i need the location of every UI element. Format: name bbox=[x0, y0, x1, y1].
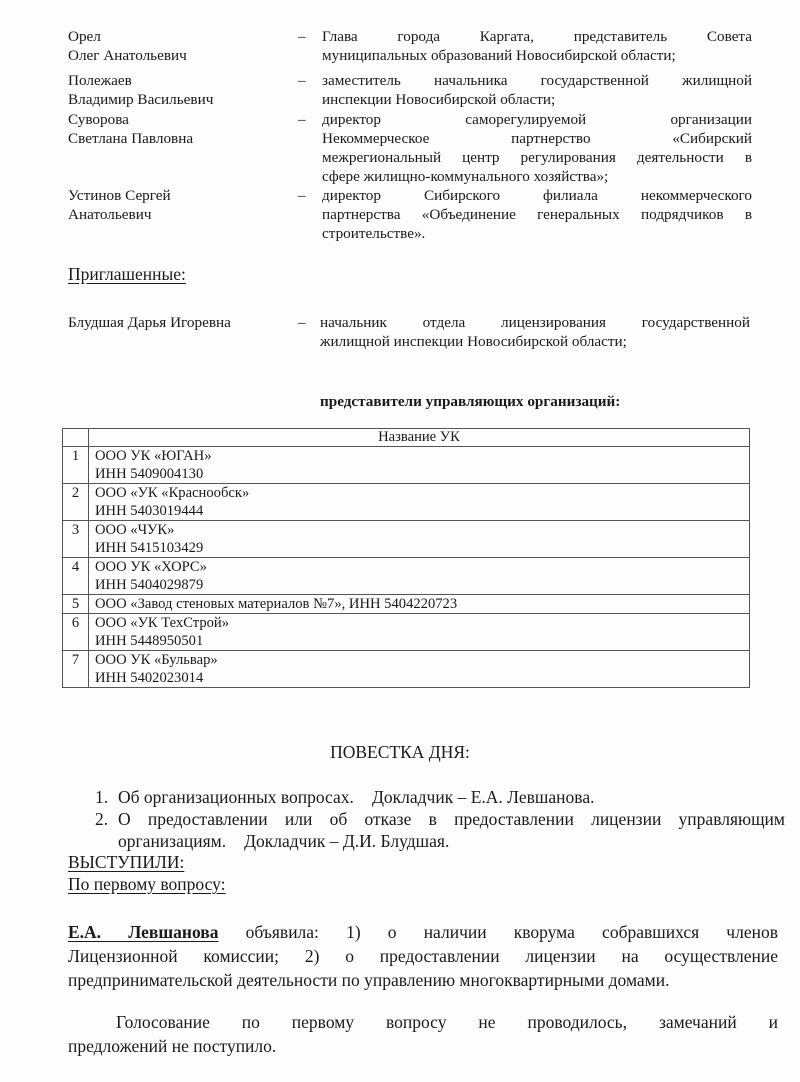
invited-description bbox=[320, 313, 750, 351]
row-num: 5 bbox=[63, 595, 89, 614]
uk-name: ООО «Завод стеновых материалов №7», ИНН 5404220723 bbox=[95, 596, 458, 612]
desc-line: муниципальных образований Новосибирской области; bbox=[322, 47, 676, 64]
statement-paragraph bbox=[68, 920, 778, 992]
row-num: 2 bbox=[63, 484, 89, 521]
uk-inn: ИНН 5409004130 bbox=[95, 466, 204, 482]
member-name bbox=[68, 110, 288, 148]
statement-line: предпринимательской деятельности по управлению многоквартирными домами. bbox=[68, 970, 670, 990]
dash: – bbox=[298, 187, 306, 204]
dash: – bbox=[298, 28, 306, 45]
table-row bbox=[63, 521, 750, 558]
row-uk bbox=[89, 521, 750, 558]
desc-line: жилищной инспекции Новосибирской области; bbox=[320, 333, 627, 350]
row-uk bbox=[89, 614, 750, 651]
desc-line: начальник отдела лицензирования государственной bbox=[320, 314, 750, 331]
desc-line: партнерства «Объединение генеральных подрядчиков в bbox=[322, 206, 752, 223]
uk-inn: ИНН 5404029879 bbox=[95, 577, 204, 593]
row-num: 6 bbox=[63, 614, 89, 651]
vote-paragraph bbox=[68, 1010, 778, 1058]
statement-text: объявила: 1) о наличии кворума собравшихся членов bbox=[218, 922, 778, 942]
statement-line: Лицензионной комиссии; 2) о предоставлении лицензии на осуществление bbox=[68, 946, 778, 966]
dash: – bbox=[298, 314, 306, 331]
uk-name: ООО «УК ТехСтрой» bbox=[95, 615, 230, 631]
row-uk bbox=[89, 595, 750, 614]
first-question-heading: По первому вопросу: bbox=[68, 874, 226, 894]
agenda-item bbox=[95, 808, 785, 852]
agenda-item-speaker: Докладчик – Е.А. Левшанова. bbox=[371, 787, 595, 807]
dash: – bbox=[298, 72, 306, 89]
member-description bbox=[322, 71, 752, 109]
desc-line: сфере жилищно-коммунального хозяйства»; bbox=[322, 168, 609, 185]
agenda-list bbox=[95, 786, 785, 852]
desc-line: инспекции Новосибирской области; bbox=[322, 91, 556, 108]
member-surname: Орел bbox=[68, 28, 101, 45]
row-num: 1 bbox=[63, 447, 89, 484]
agenda-item-text: О предоставлении или об отказе в предоставлении лицензии управляющим bbox=[118, 809, 785, 829]
uk-inn: ИНН 5402023014 bbox=[95, 670, 204, 686]
member-name bbox=[68, 27, 288, 65]
member-name bbox=[68, 186, 288, 224]
uk-inn: ИНН 5415103429 bbox=[95, 540, 204, 556]
uk-inn: ИНН 5403019444 bbox=[95, 503, 204, 519]
vote-line: предложений не поступило. bbox=[68, 1036, 277, 1056]
table-row bbox=[63, 484, 750, 521]
desc-line: Некоммерческое партнерство «Сибирский bbox=[322, 130, 752, 147]
statement-line bbox=[68, 920, 778, 944]
table-row bbox=[63, 614, 750, 651]
table-row bbox=[63, 447, 750, 484]
row-num: 4 bbox=[63, 558, 89, 595]
member-given-names: Анатольевич bbox=[68, 206, 152, 223]
invited-heading: Приглашенные: bbox=[68, 264, 186, 284]
row-num: 3 bbox=[63, 521, 89, 558]
desc-line: директор Сибирского филиала некоммерческого bbox=[322, 187, 752, 204]
desc-line: Глава города Каргата, представитель Совета bbox=[322, 28, 752, 45]
row-num: 7 bbox=[63, 651, 89, 688]
member-given-names: Светлана Павловна bbox=[68, 130, 194, 147]
agenda-item-speaker: Докладчик – Д.И. Блудшая. bbox=[244, 831, 450, 851]
uk-name: ООО УК «Бульвар» bbox=[95, 652, 218, 668]
uk-name: ООО «УК «Краснообск» bbox=[95, 485, 250, 501]
uk-name: ООО УК «ХОРС» bbox=[95, 559, 207, 575]
desc-line: строительстве». bbox=[322, 225, 426, 242]
member-given-names: Олег Анатольевич bbox=[68, 47, 187, 64]
uk-name: ООО УК «ЮГАН» bbox=[95, 448, 212, 464]
row-uk bbox=[89, 484, 750, 521]
table-header-row bbox=[63, 429, 750, 447]
agenda-item bbox=[95, 786, 785, 808]
agenda-item-text: Об организационных вопросах. bbox=[118, 787, 354, 807]
desc-line: межрегиональный центр регулирования деятельности в bbox=[322, 149, 752, 166]
agenda-item-number: 1. bbox=[95, 787, 109, 807]
member-description bbox=[322, 186, 752, 243]
row-uk bbox=[89, 447, 750, 484]
row-uk bbox=[89, 558, 750, 595]
header-num bbox=[63, 429, 89, 447]
header-uk-name: Название УК bbox=[89, 429, 750, 447]
desc-line: заместитель начальника государственной жилищной bbox=[322, 72, 752, 89]
uk-table bbox=[62, 428, 750, 688]
speaker-name: Е.А. Левшанова bbox=[68, 922, 219, 942]
invited-name: Блудшая Дарья Игоревна bbox=[68, 314, 231, 331]
spoke-heading: ВЫСТУПИЛИ: bbox=[68, 852, 185, 872]
table-row bbox=[63, 651, 750, 688]
table-row bbox=[63, 558, 750, 595]
vote-text: Голосование по первому вопросу не проводилось, замечаний и bbox=[116, 1012, 778, 1032]
member-surname: Полежаев bbox=[68, 72, 132, 89]
member-surname: Суворова bbox=[68, 111, 129, 128]
dash: – bbox=[298, 111, 306, 128]
row-uk bbox=[89, 651, 750, 688]
member-surname: Устинов Сергей bbox=[68, 187, 171, 204]
representatives-subheading: представители управляющих организаций: bbox=[320, 393, 621, 410]
table-row bbox=[63, 595, 750, 614]
uk-inn: ИНН 5448950501 bbox=[95, 633, 204, 649]
uk-name: ООО «ЧУК» bbox=[95, 522, 175, 538]
vote-line bbox=[68, 1010, 778, 1034]
agenda-title: ПОВЕСТКА ДНЯ: bbox=[330, 742, 470, 762]
agenda-item-number: 2. bbox=[95, 809, 109, 829]
member-given-names: Владимир Васильевич bbox=[68, 91, 214, 108]
member-description bbox=[322, 27, 752, 65]
member-name bbox=[68, 71, 288, 109]
desc-line: директор саморегулируемой организации bbox=[322, 111, 752, 128]
agenda-item-text: организациям. bbox=[118, 831, 227, 851]
member-description bbox=[322, 110, 752, 186]
